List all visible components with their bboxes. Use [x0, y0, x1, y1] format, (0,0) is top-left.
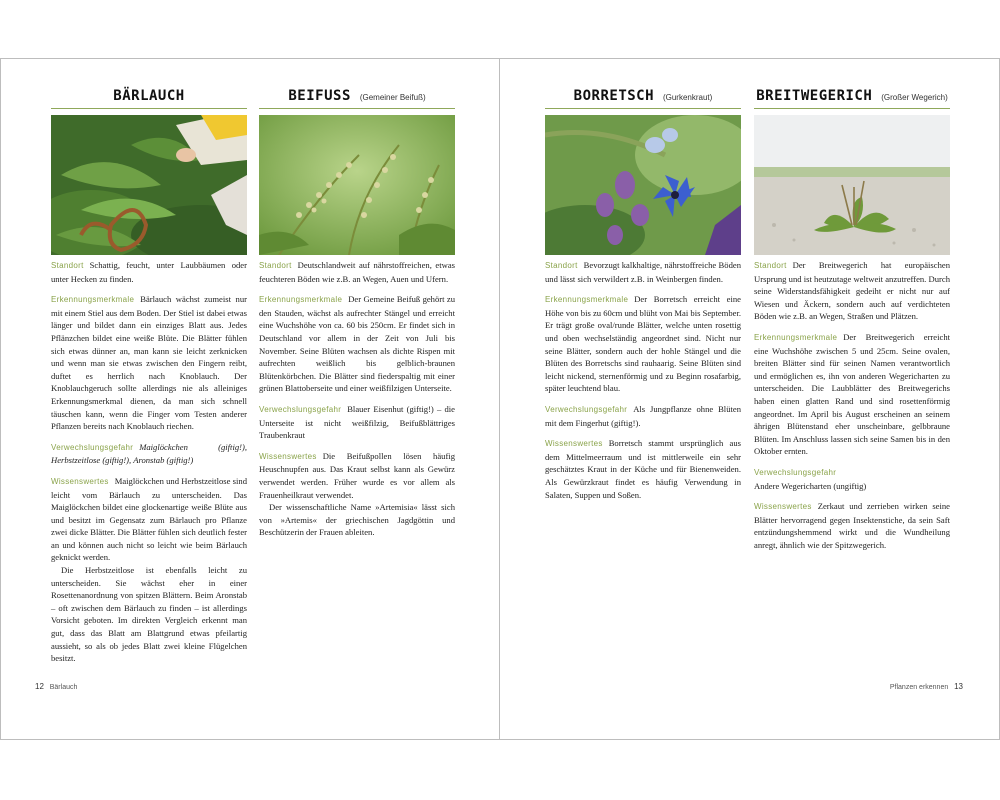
right-page	[499, 58, 1000, 740]
wild-garlic-photo	[51, 115, 247, 255]
title-rule	[545, 108, 741, 109]
title-rule	[51, 108, 247, 109]
page-folio: Pflanzen erkennen 13	[889, 682, 963, 691]
plant-description: Standort Der Breitwegerich hat europäischen Ursprung und ist heutzutage weltweit anzutreffen. Durch seine Widerstandsfähigkeit gedeiht er nicht nur auf Wiesen und Äckern, sondern auch auf verdichteten Böden wie z.B. an Wegen, Straßen und Plätzen. Erkennungsmerkmale Der Breitwegerich erreicht eine Wuchshöhe zwischen 5 und 25cm. Seine ovalen, breiten Blätter sind für seinen Namen verantwortlich und ermöglichen es, ihn von anderen Wegericharten zu unterscheiden. Die Laubblätter des Breitwegerichs haben einen glatten Rand und sind rosettenförmig angeordnet. Im April bis August erscheinen an seinem ährigen Blütenstand eher unscheinbare, gelbbraune Blüten. Im Anschluss lassen sich seine Samen bis in den Oktober ernten. Verwechslungsgefahr Andere Wegericharten (ungiftig) Wissenswertes Zerkaut und zerrieben wirken seine Blätter hervorragend gegen Insektenstiche, da sein Saft entzündungshemmend wirkt und die Wundheilung anregt, ähnlich wie der Spitzwegerich.	[754, 260, 950, 550]
plant-title: BÄRLAUCH	[113, 88, 185, 104]
title-rule	[259, 108, 455, 109]
plant-description: Standort Deutschlandweit auf nährstoffreichen, etwas feuchteren Böden wie z.B. an Wegen, Auen und Ufern. Erkennungsmerkmale Der Gemeine Beifuß gehört zu den Stauden, wächst als aufrechter Stängel und erreicht eine Wuchshöhe von ca. 60 bis 250cm. Er findet sich in Deutschland vor allem in der Zeit von Juli bis November. Seine Blüten wachsen als dichte Rispen mit aufrechten weißlich bis gelblich-braunen Blütenkörbchen. Die Blätter sind fiederspaltig mit einer grünen Blattoberseite und einer weißfilzigen Unterseite. Verwechslungsgefahr Blauer Eisenhut (giftig!) – die Unterseite ist nicht weißfilzig, Beifußblättriges Traubenkraut Wissenswertes Die Beifußpollen lösen häufig Heuschnupfen aus. Das Kraut selbst kann als Gewürz verwendet werden. Früher wurde es vor allem als Frauenheilkraut verwendet. Der wissenschaftliche Name »Artemisia« lässt sich von »Artemis« der griechischen Jagdgöttin und Beschützerin der Frauen ableiten.	[259, 260, 455, 538]
plant-description: Standort Bevorzugt kalkhaltige, nährstoffreiche Böden und lässt sich verwildert z.B. in Weinbergen finden. Erkennungsmerkmale Der Borretsch erreicht eine Höhe von bis zu 60cm und blüht von Mai bis September. Er trägt große oval/runde Blätter, welche unten rosettig und oben wechselständig angeordnet sind. Nicht nur seine Blätter, sondern auch der hohle Stängel und die Blüten des Borretschs sind rauhaarig. Seine Blüten sind leicht nickend, sternenförmig und zu Beginn rosafarbig, später leuchtend blau. Verwechslungsgefahr Als Jungpflanze ohne Blüten mit dem Fingerhut (giftig!). Wissenswertes Borretsch stammt ursprünglich aus dem Mittelmeerraum und ist mittlerweile ein sehr geschätztes Kraut in der Küche und für Bienenweiden. Als Gewürzkraut findet es häufig Verwendung in Salaten, Suppen und Soßen.	[545, 260, 741, 500]
title-rule	[754, 108, 950, 109]
plant-title: BEIFUSS (Gemeiner Beifuß)	[288, 88, 426, 104]
book-spread	[0, 58, 1000, 742]
plant-title: BREITWEGERICH (Großer Wegerich)	[756, 88, 948, 104]
column-borretsch	[545, 87, 741, 501]
plantain-photo	[754, 115, 950, 255]
borage-photo	[545, 115, 741, 255]
column-breitwegerich	[754, 87, 950, 551]
left-page	[0, 58, 501, 740]
page-folio: 12 Bärlauch	[35, 682, 78, 691]
column-baerlauch	[51, 87, 247, 665]
plant-description: Standort Schattig, feucht, unter Laubbäumen oder unter Hecken zu finden. Erkennungsmerkmale Bärlauch wächst zumeist nur mit einem Stiel aus dem Boden. Der Stiel ist dabei etwas länger und bildet dann ein einziges Blatt aus. Jedes Pflänzchen bildet eine weiße Blüte. Die Blätter fühlen sich etwas dünner an, man kann sie leicht zerknicken und wenn man sie etwas zwischen den Fingern reibt, duftet es herrlich nach Knoblauch. Der Knoblauchgeruch sollte allerdings nie als alleiniges Erkennungsmerkmal dienen, da man sich schnell täuschen kann, wenn die Finger vom Testen anderer Pflanzen bereits nach Knoblauch riechen. Verwechslungsgefahr Maiglöckchen (giftig!), Herbstzeitlose (giftig!), Aronstab (giftig!) Wissenswertes Maiglöckchen und Herbstzeitlose sind leicht vom Bärlauch zu unterscheiden. Das Maiglöckchen bildet eine glockenartige weiße Blüte aus und besitzt im Gegensatz zum Bärlauch pro Pflanze zwei dicke Blätter. Die Blätter fühlen sich deutlich fester an und können auch nicht so leicht wie beim Bärlauch geknickt werden. Die Herbstzeitlose ist ebenfalls leicht zu unterscheiden. Sie wächst eher in einer Rosettenanordnung von spitzen Blättern. Beim Aronstab – oft zwischen dem Bärlauch zu finden – ist allerdings Vorsicht geboten. Im direkten Vergleich erkennt man gut, dass das Blatt am Blattgrund etwas pfeilartig aussieht, so als ob jedes Blatt zwei kleine Flügelchen besitzt.	[51, 260, 247, 664]
mugwort-photo	[259, 115, 455, 255]
column-beifuss	[259, 87, 455, 539]
plant-title: BORRETSCH (Gurkenkraut)	[573, 88, 713, 104]
